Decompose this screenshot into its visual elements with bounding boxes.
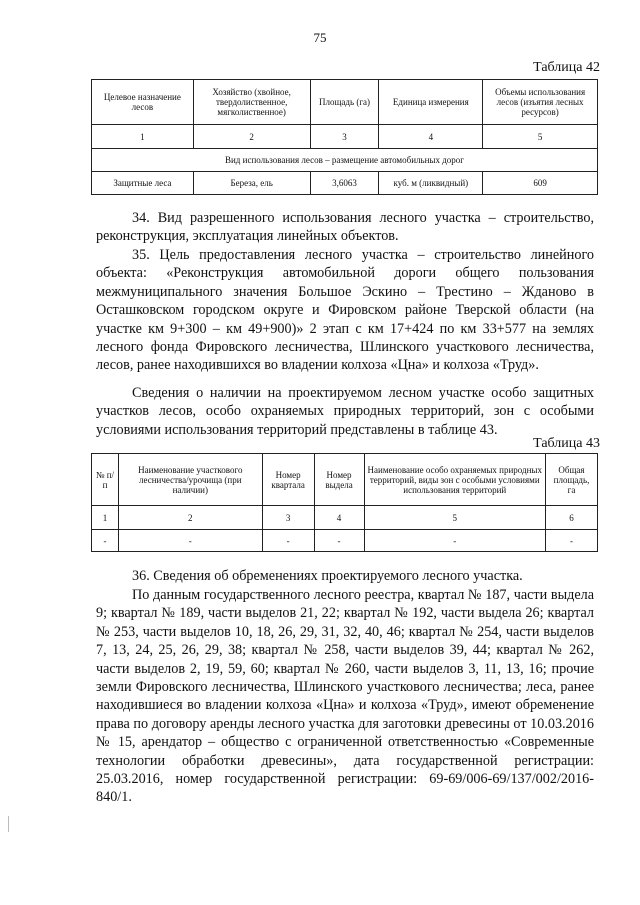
table-43-header-cell: Наименование особо охраняемых природных территорий, виды зон с особыми условиями использования территорий	[364, 454, 546, 506]
page-number: 75	[313, 30, 327, 45]
table-42-header-cell: Целевое назначение лесов	[92, 80, 194, 125]
table-42-header-cell: Объемы использования лесов (изъятия лесных ресурсов)	[483, 80, 598, 125]
table-42-data-row	[92, 172, 598, 195]
table-42-data-cell: куб. м (ликвидный)	[379, 172, 483, 195]
table-43-number-cell: 6	[546, 506, 598, 530]
table-43-data-cell: -	[314, 530, 364, 552]
table-42-data-cell: Береза, ель	[193, 172, 310, 195]
table-42-header-cell: Хозяйство (хвойное, твердолиственное, мягколиственное)	[193, 80, 310, 125]
table-43-data-cell: -	[92, 530, 119, 552]
table-43-header-cell: Номер выдела	[314, 454, 364, 506]
paragraph-35: 35. Цель предоставления лесного участка – строительство линейного объекта: «Реконструкция автомобильной дороги общего пользования межмуниципального значения Большое Эскино – Трестино – Жданово в Осташковском городском округе и Фировском районе Тверской области (на участке км 9+300 – км 49+900)» 2 этап с км 17+424 по км 33+577 на землях лесного фонда Фировского лесничества, Шлинского участкового лесничества, лесов, ранее находившихся во владении колхоза «Цна» и колхоза «Труд».	[96, 247, 594, 374]
table-43-number-cell: 3	[262, 506, 314, 530]
table-43-data-row	[92, 530, 598, 552]
table-42-number-cell: 4	[379, 125, 483, 149]
table-42-data-cell: 609	[483, 172, 598, 195]
table-43-data-cell: -	[262, 530, 314, 552]
table-42-caption: Таблица 42	[533, 60, 600, 75]
table-43-number-cell: 4	[314, 506, 364, 530]
table-42-section-cell: Вид использования лесов – размещение автомобильных дорог	[92, 149, 598, 172]
table-42-number-cell: 2	[193, 125, 310, 149]
table-42-header-cell: Единица измерения	[379, 80, 483, 125]
table-43-number-row	[92, 506, 598, 530]
table-42-header-row	[92, 80, 598, 125]
paragraph-info: Сведения о наличии на проектируемом лесном участке особо защитных участков лесов, особо охраняемых природных территорий, зон с особыми условиями использования территорий представлены в таблице 43.	[96, 385, 594, 438]
table-43-number-cell: 5	[364, 506, 546, 530]
table-43-header-cell: Номер квартала	[262, 454, 314, 506]
table-42-number-cell: 1	[92, 125, 194, 149]
table-43-number-cell: 2	[118, 506, 262, 530]
table-42-header-cell: Площадь (га)	[310, 80, 379, 125]
table-43-header-cell: Наименование участкового лесничества/урочища (при наличии)	[118, 454, 262, 506]
table-43-data-cell: -	[364, 530, 546, 552]
table-43-data-cell: -	[546, 530, 598, 552]
scan-margin-mark	[8, 816, 9, 832]
table-43	[91, 453, 598, 552]
table-43-caption: Таблица 43	[533, 436, 600, 451]
table-43-header-cell: Общая площадь, га	[546, 454, 598, 506]
table-43-header-cell: № п/п	[92, 454, 119, 506]
table-42-data-cell: Защитные леса	[92, 172, 194, 195]
table-42-data-cell: 3,6063	[310, 172, 379, 195]
table-43-header-row	[92, 454, 598, 506]
paragraph-36: 36. Сведения об обременениях проектируемого лесного участка.	[132, 568, 523, 584]
table-43-number-cell: 1	[92, 506, 119, 530]
table-42-number-row	[92, 125, 598, 149]
table-42-number-cell: 5	[483, 125, 598, 149]
table-43-data-cell: -	[118, 530, 262, 552]
table-42-section-row	[92, 149, 598, 172]
table-42	[91, 79, 598, 195]
table-42-number-cell: 3	[310, 125, 379, 149]
paragraph-34: 34. Вид разрешенного использования лесного участка – строительство, реконструкция, эксплуатация линейных объектов.	[96, 210, 594, 245]
paragraph-encumbrance: По данным государственного лесного реестра, квартал № 187, части выдела 9; квартал № 189, части выделов 21, 22; квартал № 192, части выдела 26; квартал № 253, части выделов 10, 18, 26, 29, 31, 32, 40, 46; квартал № 254, части выделов 7, 13, 24, 25, 26, 29, 38; квартал № 258, части выделов 39, 44; квартал № 262, части выделов 2, 19, 59, 60; квартал № 260, части выделов 3, 11, 13, 16; прочие земли Фировского лесничества, Шлинского участкового лесничества; леса, ранее находившиеся во владении колхоза «Цна» и колхоза «Труд», имеют обременение права по договору аренды лесного участка для заготовки древесины от 10.03.2016 № 15, арендатор – общество с ограниченной ответственностью «Современные технологии обработки древесины», дата государственной регистрации: 25.03.2016, номер государственной регистрации: 69-69/006-69/137/002/2016-840/1.	[96, 587, 594, 806]
